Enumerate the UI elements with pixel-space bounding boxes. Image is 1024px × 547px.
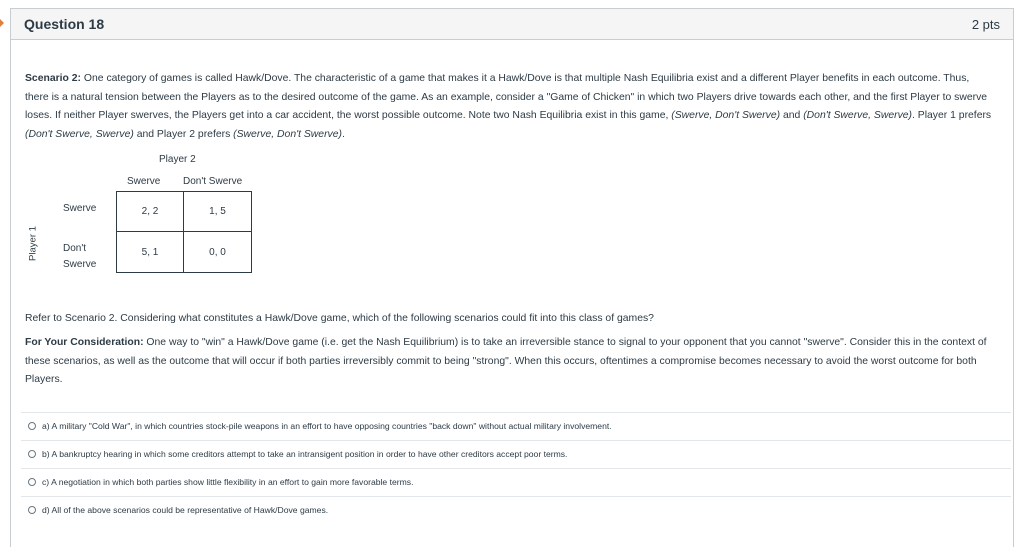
player1-preference: (Don't Swerve, Swerve): [25, 128, 134, 140]
question-card: [10, 8, 1014, 547]
p2-pref-lead: and Player 2 prefers: [133, 128, 234, 140]
question-title: Question 18: [24, 16, 105, 32]
column-header-swerve: Swerve: [127, 176, 161, 187]
player1-label: Player 1: [27, 226, 39, 261]
answer-label[interactable]: a) A military "Cold War", in which countries stock-pile weapons in an effort to have opposing countries "back down" without actual military involvement.: [42, 421, 612, 431]
answer-label[interactable]: d) All of the above scenarios could be representative of Hawk/Dove games.: [42, 505, 329, 515]
consideration-text: One way to "win" a Hawk/Dove game (i.e. get the Nash Equilibrium) is to take an irreversible stance to signal to your opponent that you cannot "swerve". Consider this in the context of these scenarios, as well as the outcome that will occur if both parties irreversibly commit to being "strong". When this occurs, oftentimes a compromise becomes necessary to avoid the worst outcome for both Players.: [25, 337, 987, 386]
player2-label: Player 2: [159, 154, 196, 165]
payoff-cell: 1, 5: [184, 192, 251, 232]
answer-option-c[interactable]: [21, 468, 1011, 496]
question-prompt: Refer to Scenario 2. Considering what constitutes a Hawk/Dove game, which of the following scenarios could fit into this class of games?: [25, 313, 654, 324]
consideration-paragraph: [25, 334, 993, 390]
row-header-swerve: Swerve: [63, 203, 97, 214]
question-points: 2 pts: [971, 17, 1000, 32]
answer-list: [21, 412, 1011, 524]
scenario-text: One category of games is called Hawk/Dove. The characteristic of a game that makes it a Hawk/Dove is that multiple Nash Equilibria exist and a different Player benefits in each outcome. Thus, there is a natural tension between the Players as to the desired outcome of the game. As an example, consider a "Game of Chicken" in which two Players drive towards each other, and the first Player to swerve loses. If neither Player swerves, the Players get into a car accident, the worst possible outcome. Note two Nash Equilibria exist in this game,: [25, 73, 988, 122]
payoff-cell: 0, 0: [209, 246, 226, 258]
column-header-dont-swerve: Don't Swerve: [183, 176, 243, 187]
p1-pref-lead: . Player 1 prefers: [912, 110, 992, 122]
scenario-paragraph: [25, 70, 993, 144]
payoff-cell: 2, 2: [117, 192, 184, 232]
radio-button[interactable]: [28, 506, 36, 514]
answer-option-a[interactable]: [21, 412, 1011, 440]
current-question-marker: [0, 19, 4, 27]
question-header: [11, 9, 1013, 40]
answer-option-d[interactable]: [21, 496, 1011, 524]
payoff-grid: [116, 191, 252, 273]
radio-button[interactable]: [28, 450, 36, 458]
payoff-cell: 5, 1: [117, 232, 184, 272]
radio-button[interactable]: [28, 422, 36, 430]
payoff-matrix: [19, 152, 259, 282]
consideration-label: For Your Consideration:: [25, 337, 144, 348]
scenario-and: and: [780, 110, 804, 122]
equilibrium-2: (Don't Swerve, Swerve): [803, 110, 913, 122]
player2-preference: (Swerve, Don't Swerve): [233, 128, 342, 140]
radio-button[interactable]: [28, 478, 36, 486]
answer-option-b[interactable]: [21, 440, 1011, 468]
answer-label[interactable]: c) A negotiation in which both parties show little flexibility in an effort to gain more favorable terms.: [42, 477, 414, 487]
scenario-label: Scenario 2:: [25, 73, 82, 84]
row-header-dont-swerve: Don't Swerve: [63, 243, 97, 270]
equilibrium-1: (Swerve, Don't Swerve): [671, 110, 781, 122]
scenario-end: .: [341, 128, 345, 140]
answer-label[interactable]: b) A bankruptcy hearing in which some creditors attempt to take an intransigent position in order to have other creditors accept poor terms.: [42, 449, 568, 459]
